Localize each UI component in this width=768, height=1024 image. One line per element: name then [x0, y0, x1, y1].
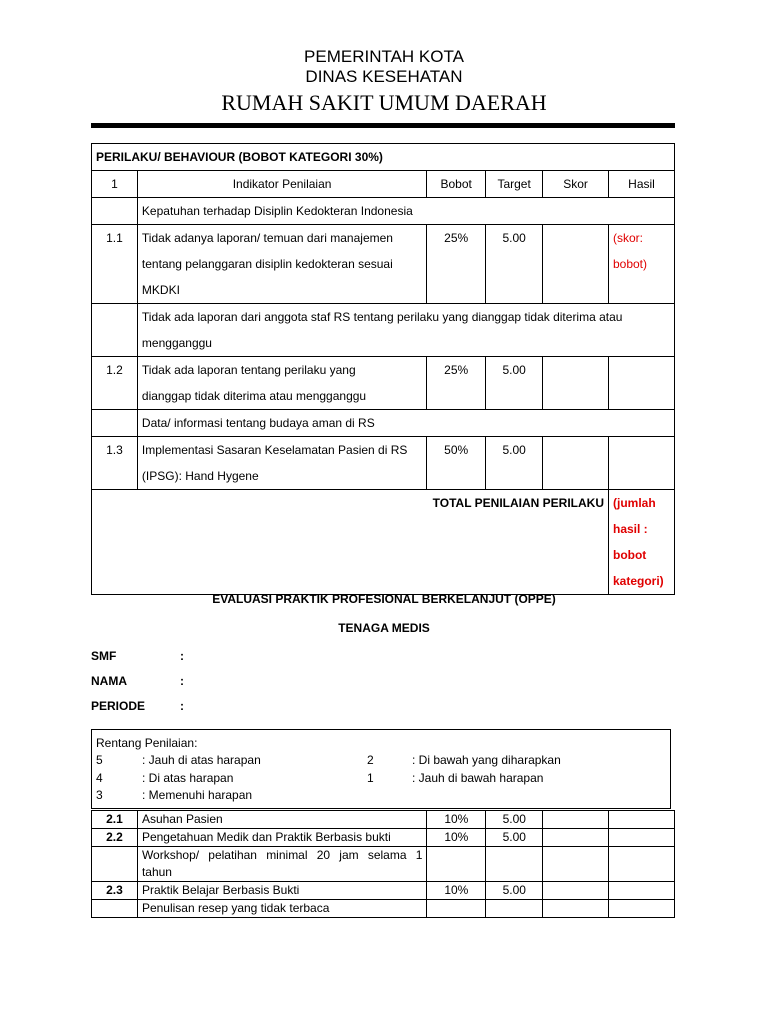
- bobot-value: 25%: [427, 225, 486, 304]
- rating-desc: : Memenuhi harapan: [142, 788, 253, 802]
- col-target: Target: [486, 171, 543, 198]
- table-row: [92, 144, 675, 171]
- rating-desc: : Jauh di bawah harapan: [412, 771, 544, 785]
- row-no: 2.1: [92, 811, 138, 829]
- field-periode-label: PERIODE: [91, 699, 146, 713]
- subheading: Data/ informasi tentang budaya aman di RS: [137, 410, 674, 437]
- skor-cell[interactable]: [543, 437, 609, 490]
- field-smf-label: SMF: [91, 649, 117, 663]
- skor-cell[interactable]: [543, 847, 609, 882]
- table-row: [92, 304, 675, 357]
- target-value: 5.00: [486, 882, 543, 900]
- hasil-cell[interactable]: [609, 847, 675, 882]
- table-header-row: [92, 171, 675, 198]
- indicator-text: Penulisan resep yang tidak terbaca: [137, 900, 426, 918]
- row-no: 2.3: [92, 882, 138, 900]
- hasil-cell[interactable]: [609, 829, 675, 847]
- row-no: 1.2: [92, 357, 138, 410]
- behaviour-table: [91, 143, 675, 595]
- oppe-subtitle: TENAGA MEDIS: [338, 621, 430, 635]
- table-row: [92, 225, 675, 304]
- bobot-value: 50%: [427, 437, 486, 490]
- skor-cell[interactable]: [543, 811, 609, 829]
- col-bobot: Bobot: [427, 171, 486, 198]
- table-row: [92, 198, 675, 225]
- indicator-text: Asuhan Pasien: [137, 811, 426, 829]
- header-rule: [91, 123, 675, 128]
- row-no: 2.2: [92, 829, 138, 847]
- bobot-value: 10%: [427, 882, 486, 900]
- hasil-cell[interactable]: [609, 900, 675, 918]
- table-row: [92, 437, 675, 490]
- skor-cell[interactable]: [543, 882, 609, 900]
- target-value: 5.00: [486, 829, 543, 847]
- bobot-value: 10%: [427, 829, 486, 847]
- hasil-cell[interactable]: [608, 437, 674, 490]
- rating-scale-title: Rentang Penilaian:: [96, 736, 198, 750]
- col-hasil: Hasil: [608, 171, 674, 198]
- rating-number: 4: [96, 771, 103, 785]
- table-row: [92, 357, 675, 410]
- total-label: TOTAL PENILAIAN PERILAKU: [92, 490, 609, 595]
- rating-number: 2: [367, 753, 374, 767]
- table-row: [92, 900, 675, 918]
- skor-cell[interactable]: [543, 225, 609, 304]
- indicator-text: Tidak adanya laporan/ temuan dari manajemen tentang pelanggaran disiplin kedokteran sesuai MKDKI: [137, 225, 426, 304]
- bobot-value: 10%: [427, 811, 486, 829]
- oppe-table: [91, 810, 675, 918]
- skor-cell[interactable]: [543, 900, 609, 918]
- section-title: PERILAKU/ BEHAVIOUR (BOBOT KATEGORI 30%): [92, 144, 675, 171]
- subheading: Tidak ada laporan dari anggota staf RS tentang perilaku yang dianggap tidak diterima atau mengganggu: [137, 304, 674, 357]
- hasil-cell[interactable]: [609, 811, 675, 829]
- skor-cell[interactable]: [543, 829, 609, 847]
- indicator-text: Pengetahuan Medik dan Praktik Berbasis bukti: [137, 829, 426, 847]
- col-no: 1: [92, 171, 138, 198]
- total-row: [92, 490, 675, 595]
- skor-cell[interactable]: [543, 357, 609, 410]
- col-indikator: Indikator Penilaian: [137, 171, 426, 198]
- table-row: [92, 829, 675, 847]
- total-hasil: (jumlah hasil : bobot kategori): [608, 490, 674, 595]
- field-periode-colon: :: [180, 699, 184, 713]
- col-skor: Skor: [543, 171, 609, 198]
- rating-number: 1: [367, 771, 374, 785]
- target-value: 5.00: [486, 437, 543, 490]
- header-government: PEMERINTAH KOTA: [304, 47, 464, 66]
- field-smf-colon: :: [180, 649, 184, 663]
- oppe-title: EVALUASI PRAKTIK PROFESIONAL BERKELANJUT (OPPE): [212, 592, 556, 606]
- target-value: 5.00: [486, 811, 543, 829]
- rating-number: 3: [96, 788, 103, 802]
- row-no: 1.3: [92, 437, 138, 490]
- subheading: Kepatuhan terhadap Disiplin Kedokteran Indonesia: [137, 198, 674, 225]
- table-row: [92, 410, 675, 437]
- target-value: 5.00: [486, 357, 543, 410]
- table-row: [92, 811, 675, 829]
- table-row: [92, 882, 675, 900]
- rating-number: 5: [96, 753, 103, 767]
- rating-desc: : Di bawah yang diharapkan: [412, 753, 561, 767]
- header-hospital: RUMAH SAKIT UMUM DAERAH: [221, 90, 547, 115]
- table-row: [92, 847, 675, 882]
- field-nama-label: NAMA: [91, 674, 127, 688]
- target-value: 5.00: [486, 225, 543, 304]
- field-nama-colon: :: [180, 674, 184, 688]
- indicator-text: Tidak ada laporan tentang perilaku yang dianggap tidak diterima atau mengganggu: [137, 357, 426, 410]
- bobot-value: 25%: [427, 357, 486, 410]
- hasil-cell[interactable]: [609, 882, 675, 900]
- rating-desc: : Di atas harapan: [142, 771, 234, 785]
- rating-scale-box: [91, 729, 671, 809]
- header-department: DINAS KESEHATAN: [305, 67, 463, 86]
- indicator-text: Praktik Belajar Berbasis Bukti: [137, 882, 426, 900]
- hasil-cell: (skor: bobot): [608, 225, 674, 304]
- indicator-text: Workshop/ pelatihan minimal 20 jam selama 1 tahun: [137, 847, 426, 882]
- indicator-text: Implementasi Sasaran Keselamatan Pasien di RS (IPSG): Hand Hygene: [137, 437, 426, 490]
- rating-desc: : Jauh di atas harapan: [142, 753, 261, 767]
- row-no: 1.1: [92, 225, 138, 304]
- hasil-cell[interactable]: [608, 357, 674, 410]
